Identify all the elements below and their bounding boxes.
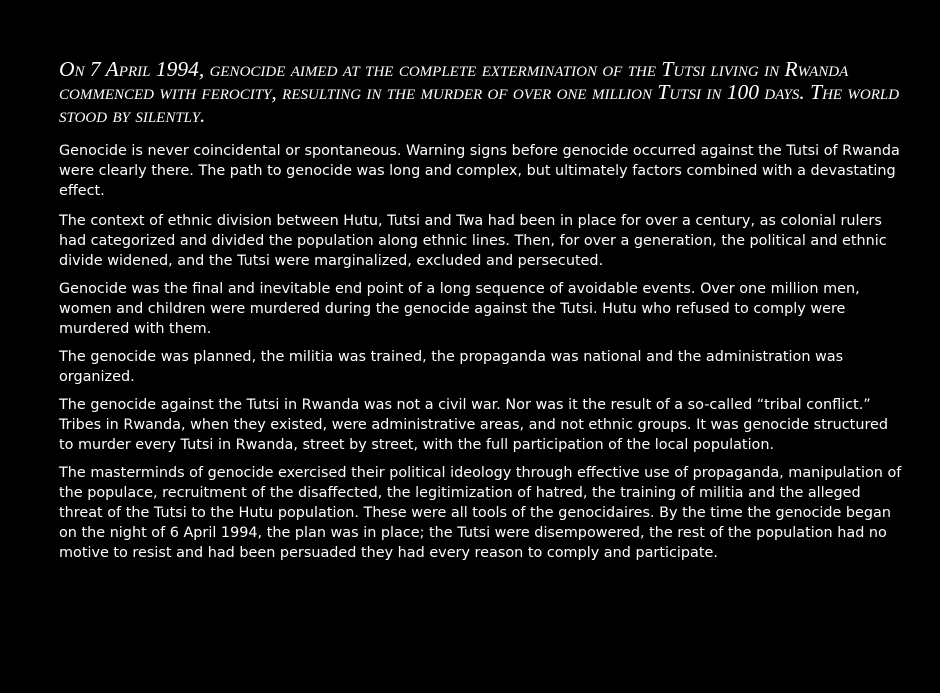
document-page	[59, 58, 905, 571]
intro-heading: On 7 April 1994, genocide aimed at the complete extermination of the Tutsi living in Rwanda commenced with ferocity, resulting in the murder of over one million Tutsi in 100 days. The world stood by silently.	[59, 57, 900, 127]
paragraph-warning-signs: Genocide is never coincidental or spontaneous. Warning signs before genocide occurred against the Tutsi of Rwanda were clearly there. The path to genocide was long and complex, but ultimately factors combined with a devastating effect.	[59, 143, 900, 199]
paragraph-masterminds: The masterminds of genocide exercised their political ideology through effective use of propaganda, manipulation of the populace, recruitment of the disaffected, the legitimization of hatred, the training of militia and the alleged threat of the Tutsi to the Hutu population. These were all tools of the genocidaires. By the time the genocide began on the night of 6 April 1994, the plan was in place; the Tutsi were disempowered, the rest of the population had no motive to resist and had been persuaded they had every reason to comply and participate.	[59, 465, 902, 561]
paragraph-ethnic-division: The context of ethnic division between Hutu, Tutsi and Twa had been in place for over a century, as colonial rulers had categorized and divided the population along ethnic lines. Then, for over a generation, the political and ethnic divide widened, and the Tutsi were marginalized, excluded and persecuted.	[59, 213, 887, 269]
paragraph-end-point: Genocide was the final and inevitable end point of a long sequence of avoidable events. Over one million men, women and children were murdered during the genocide against the Tutsi. Hutu who refused to comply were murdered with them.	[59, 281, 860, 337]
paragraph-not-civil-war: The genocide against the Tutsi in Rwanda was not a civil war. Nor was it the result of a so-called “tribal conflict.” Tribes in Rwanda, when they existed, were administrative areas, and not ethnic groups. It was genocide structured to murder every Tutsi in Rwanda, street by street, with the full participation of the local population.	[59, 397, 889, 453]
paragraph-planned: The genocide was planned, the militia was trained, the propaganda was national and the administration was organized.	[59, 349, 844, 385]
